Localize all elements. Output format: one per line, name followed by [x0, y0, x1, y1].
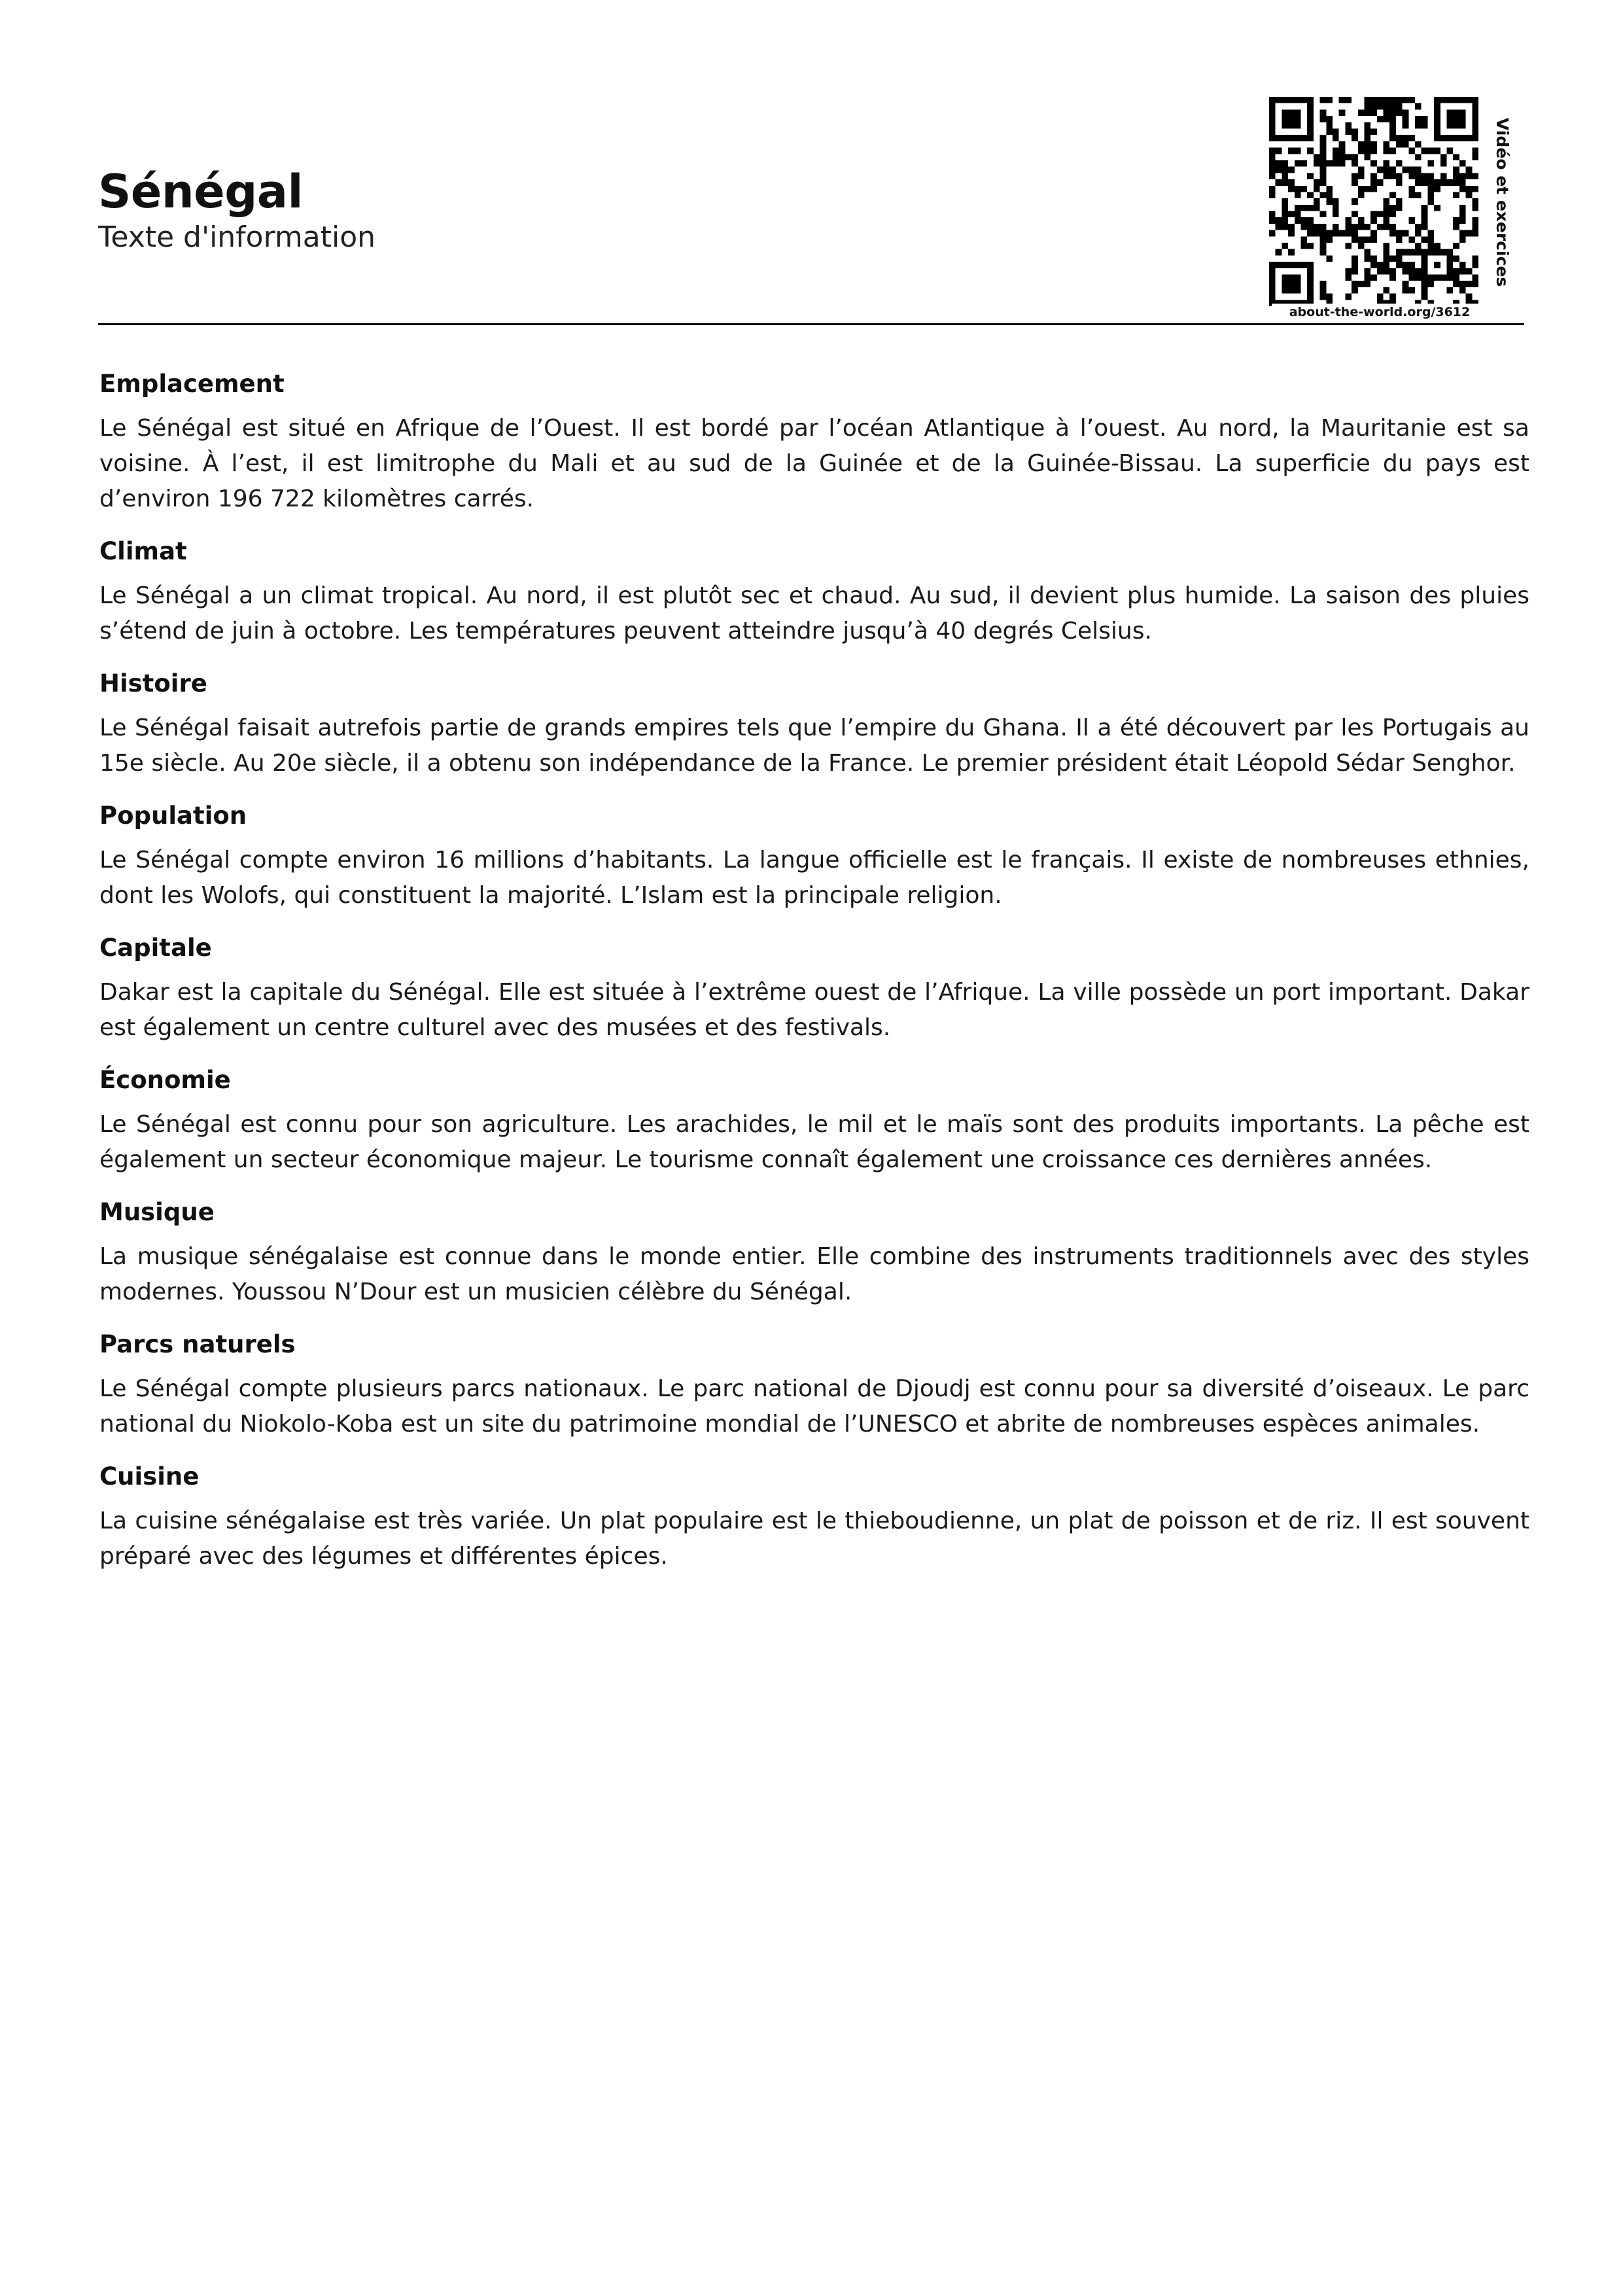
document-header	[98, 164, 1210, 255]
section-climat	[99, 534, 1529, 649]
qr-code[interactable]	[1269, 97, 1492, 319]
header-divider	[98, 323, 1524, 325]
section-cuisine	[99, 1459, 1529, 1574]
section-parcs-naturels	[99, 1327, 1529, 1442]
section-heading: Climat	[99, 537, 187, 565]
section-heading: Musique	[99, 1198, 215, 1226]
section-heading: Histoire	[99, 669, 207, 698]
section-capitale	[99, 930, 1529, 1046]
section-emplacement	[99, 366, 1529, 517]
section-paragraph: Le Sénégal est connu pour son agriculture. Les arachides, le mil et le maïs sont des produits importants. La pêche est également un secteur économique majeur. Le tourisme connaît également une croissance ces dernières années.	[99, 1111, 1529, 1173]
section-paragraph: La musique sénégalaise est connue dans le monde entier. Elle combine des instruments traditionnels avec des styles modernes. Youssou N’Dour est un musicien célèbre du Sénégal.	[99, 1243, 1529, 1305]
qr-side-label: Vidéo et exercices	[1493, 118, 1512, 287]
page-subtitle: Texte d'information	[98, 221, 376, 254]
section-heading: Capitale	[99, 934, 212, 962]
section-paragraph: Dakar est la capitale du Sénégal. Elle est située à l’extrême ouest de l’Afrique. La ville possède un port important. Dakar est également un centre culturel avec des musées et des festivals.	[99, 979, 1529, 1041]
section-heading: Population	[99, 802, 247, 830]
section-paragraph: Le Sénégal faisait autrefois partie de grands empires tels que l’empire du Ghana. Il a été découvert par les Portugais au 15e siècle. Au 20e siècle, il a obtenu son indépendance de la France. Le premier président était Léopold Sédar Senghor.	[99, 715, 1529, 777]
section-heading: Parcs naturels	[99, 1330, 296, 1358]
section-population	[99, 798, 1529, 913]
document-body	[99, 366, 1529, 1591]
qr-url-label[interactable]: about-the-world.org/3612	[1272, 304, 1488, 321]
qr-code-icon	[1269, 97, 1478, 306]
section-heading: Emplacement	[99, 370, 285, 398]
section-paragraph: Le Sénégal compte environ 16 millions d’habitants. La langue officielle est le français. Il existe de nombreuses ethnies, dont les Wolofs, qui constituent la majorité. L’Islam est la principale religion.	[99, 847, 1529, 909]
section-musique	[99, 1195, 1529, 1310]
section-paragraph: Le Sénégal est situé en Afrique de l’Ouest. Il est bordé par l’océan Atlantique à l’ouest. Au nord, la Mauritanie est sa voisine. À l’est, il est limitrophe du Mali et au sud de la Guinée et de la Guinée-Bissau. La superficie du pays est d’environ 196 722 kilomètres carrés.	[99, 415, 1529, 512]
section-paragraph: Le Sénégal compte plusieurs parcs nationaux. Le parc national de Djoudj est connu pour sa diversité d’oiseaux. Le parc national du Niokolo-Koba est un site du patrimoine mondial de l’UNESCO et abrite de nombreuses espèces animales.	[99, 1375, 1529, 1438]
section-paragraph: La cuisine sénégalaise est très variée. Un plat populaire est le thieboudienne, un plat de poisson et de riz. Il est souvent préparé avec des légumes et différentes épices.	[99, 1508, 1529, 1570]
section-heading: Cuisine	[99, 1462, 200, 1491]
section-economie	[99, 1063, 1529, 1178]
section-heading: Économie	[99, 1066, 231, 1094]
page-title: Sénégal	[98, 165, 304, 219]
section-histoire	[99, 666, 1529, 781]
section-paragraph: Le Sénégal a un climat tropical. Au nord, il est plutôt sec et chaud. Au sud, il devient plus humide. La saison des pluies s’étend de juin à octobre. Les températures peuvent atteindre jusqu’à 40 degrés Celsius.	[99, 582, 1529, 645]
